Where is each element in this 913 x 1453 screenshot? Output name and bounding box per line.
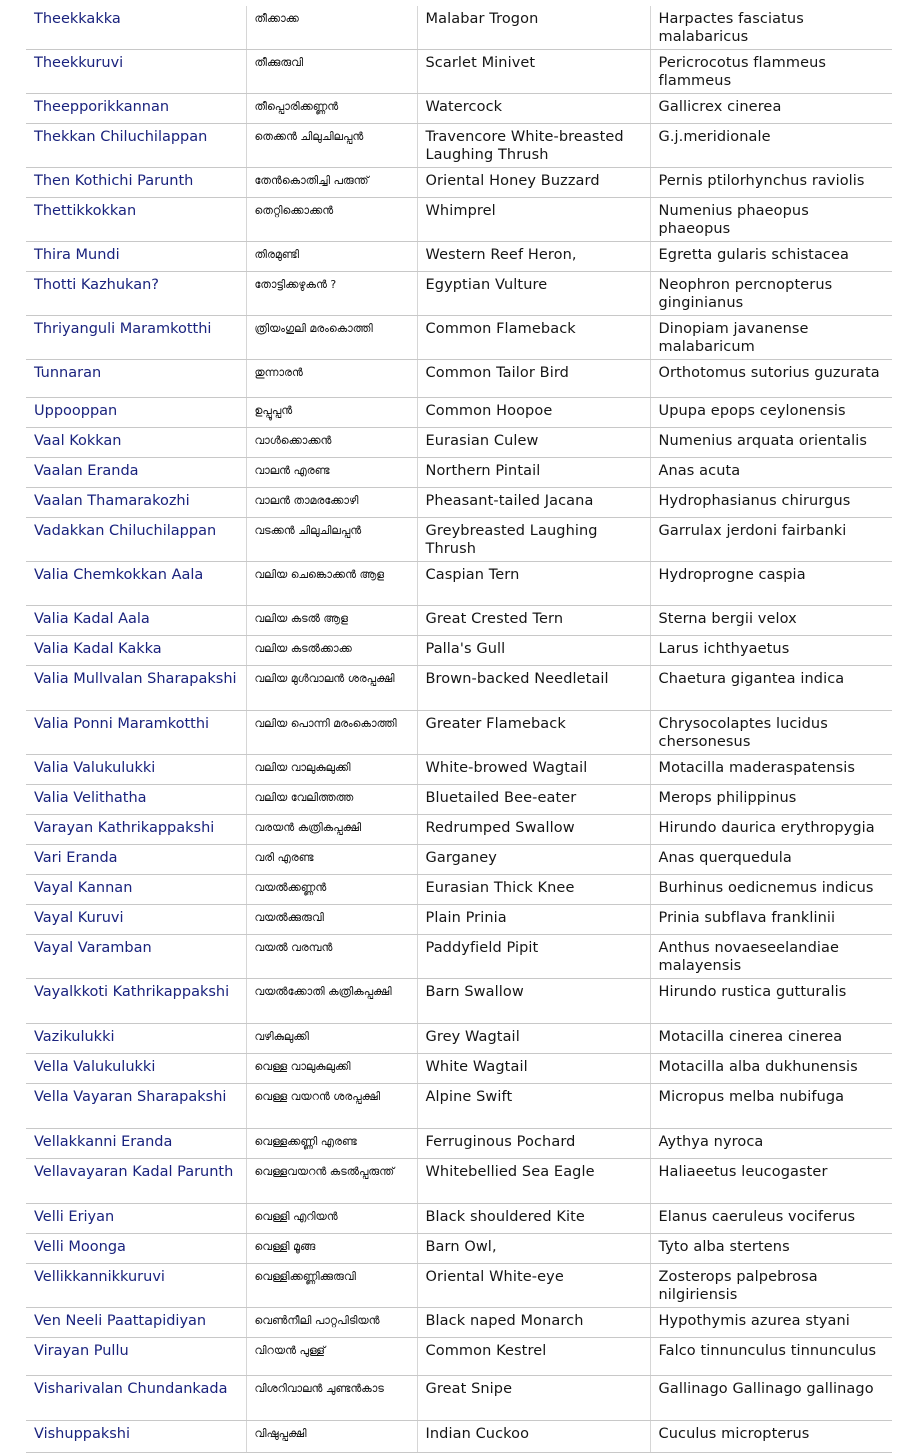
scientific-name-cell: Falco tinnunculus tinnunculus bbox=[650, 1338, 892, 1376]
table-row bbox=[26, 168, 892, 198]
english-name-cell: Ferruginous Pochard bbox=[417, 1129, 650, 1159]
scientific-name-cell: Hirundo rustica gutturalis bbox=[650, 979, 892, 1024]
malayalam-name-cell: തെറ്റിക്കൊക്കൻ bbox=[246, 198, 417, 242]
local-name-cell: Vellavayaran Kadal Parunth bbox=[26, 1159, 246, 1204]
table-body bbox=[26, 6, 892, 1453]
scientific-name-cell: Aythya nyroca bbox=[650, 1129, 892, 1159]
local-name-cell: Vishuppakshi bbox=[26, 1421, 246, 1453]
malayalam-name-cell: വലിയ വാലുകുലുക്കി bbox=[246, 755, 417, 785]
table-row bbox=[26, 488, 892, 518]
scientific-name-cell: Hirundo daurica erythropygia bbox=[650, 815, 892, 845]
malayalam-name-cell: വെള്ളിക്കണ്ണിക്കുരുവി bbox=[246, 1264, 417, 1308]
english-name-cell: Palla's Gull bbox=[417, 636, 650, 666]
table-row bbox=[26, 1264, 892, 1308]
table-row bbox=[26, 398, 892, 428]
malayalam-name-cell: ഉപ്പൂപ്പൻ bbox=[246, 398, 417, 428]
local-name-cell: Vazikulukki bbox=[26, 1024, 246, 1054]
local-name-cell: Vaalan Thamarakozhi bbox=[26, 488, 246, 518]
local-name-cell: Thotti Kazhukan? bbox=[26, 272, 246, 316]
table-row bbox=[26, 1084, 892, 1129]
local-name-cell: Valia Kadal Aala bbox=[26, 606, 246, 636]
local-name-cell: Thira Mundi bbox=[26, 242, 246, 272]
table-row bbox=[26, 124, 892, 168]
scientific-name-cell: Upupa epops ceylonensis bbox=[650, 398, 892, 428]
table-row bbox=[26, 1376, 892, 1421]
malayalam-name-cell: വിശറിവാലൻ ചുണ്ടൻകാട bbox=[246, 1376, 417, 1421]
english-name-cell: Whimprel bbox=[417, 198, 650, 242]
scientific-name-cell: Numenius phaeopus phaeopus bbox=[650, 198, 892, 242]
scientific-name-cell: Larus ichthyaetus bbox=[650, 636, 892, 666]
table-row bbox=[26, 242, 892, 272]
malayalam-name-cell: വയൽ വരമ്പൻ bbox=[246, 935, 417, 979]
malayalam-name-cell: വെള്ളവയറൻ കടൽപ്പരുന്ത് bbox=[246, 1159, 417, 1204]
english-name-cell: White-browed Wagtail bbox=[417, 755, 650, 785]
table-row bbox=[26, 845, 892, 875]
local-name-cell: Ven Neeli Paattapidiyan bbox=[26, 1308, 246, 1338]
malayalam-name-cell: വിറയൻ പുള്ള് bbox=[246, 1338, 417, 1376]
local-name-cell: Thekkan Chiluchilappan bbox=[26, 124, 246, 168]
table-row bbox=[26, 198, 892, 242]
local-name-cell: Virayan Pullu bbox=[26, 1338, 246, 1376]
table-row bbox=[26, 636, 892, 666]
scientific-name-cell: Anas querquedula bbox=[650, 845, 892, 875]
malayalam-name-cell: വഴികുലുക്കി bbox=[246, 1024, 417, 1054]
local-name-cell: Valia Mullvalan Sharapakshi bbox=[26, 666, 246, 711]
local-name-cell: Velli Moonga bbox=[26, 1234, 246, 1264]
table-row bbox=[26, 1204, 892, 1234]
malayalam-name-cell: വയൽക്കുരുവി bbox=[246, 905, 417, 935]
english-name-cell: Alpine Swift bbox=[417, 1084, 650, 1129]
malayalam-name-cell: വെള്ളക്കണ്ണി എരണ്ട bbox=[246, 1129, 417, 1159]
table-row bbox=[26, 50, 892, 94]
scientific-name-cell: Cuculus micropterus bbox=[650, 1421, 892, 1453]
table-row bbox=[26, 935, 892, 979]
local-name-cell: Vella Vayaran Sharapakshi bbox=[26, 1084, 246, 1129]
scientific-name-cell: Chrysocolaptes lucidus chersonesus bbox=[650, 711, 892, 755]
malayalam-name-cell: വെള്ളി മൂങ്ങ bbox=[246, 1234, 417, 1264]
local-name-cell: Visharivalan Chundankada bbox=[26, 1376, 246, 1421]
table-row bbox=[26, 711, 892, 755]
english-name-cell: Travencore White-breasted Laughing Thrush bbox=[417, 124, 650, 168]
local-name-cell: Vayal Kannan bbox=[26, 875, 246, 905]
local-name-cell: Vari Eranda bbox=[26, 845, 246, 875]
english-name-cell: Plain Prinia bbox=[417, 905, 650, 935]
scientific-name-cell: Hydrophasianus chirurgus bbox=[650, 488, 892, 518]
scientific-name-cell: Anthus novaeseelandiae malayensis bbox=[650, 935, 892, 979]
english-name-cell: Paddyfield Pipit bbox=[417, 935, 650, 979]
scientific-name-cell: Merops philippinus bbox=[650, 785, 892, 815]
scientific-name-cell: Neophron percnopterus ginginianus bbox=[650, 272, 892, 316]
scientific-name-cell: Prinia subflava franklinii bbox=[650, 905, 892, 935]
scientific-name-cell: Elanus caeruleus vociferus bbox=[650, 1204, 892, 1234]
scientific-name-cell: Sterna bergii velox bbox=[650, 606, 892, 636]
scientific-name-cell: Orthotomus sutorius guzurata bbox=[650, 360, 892, 398]
scientific-name-cell: Garrulax jerdoni fairbanki bbox=[650, 518, 892, 562]
english-name-cell: Whitebellied Sea Eagle bbox=[417, 1159, 650, 1204]
table-row bbox=[26, 562, 892, 606]
table-row bbox=[26, 755, 892, 785]
table-row bbox=[26, 94, 892, 124]
bird-names-sheet bbox=[26, 6, 892, 1453]
malayalam-name-cell: തോട്ടിക്കഴുകൻ ? bbox=[246, 272, 417, 316]
english-name-cell: Greater Flameback bbox=[417, 711, 650, 755]
table-row bbox=[26, 1159, 892, 1204]
malayalam-name-cell: വടക്കൻ ചിലുചിലപ്പൻ bbox=[246, 518, 417, 562]
english-name-cell: Greybreasted Laughing Thrush bbox=[417, 518, 650, 562]
malayalam-name-cell: വലിയ കടൽക്കാക്ക bbox=[246, 636, 417, 666]
local-name-cell: Valia Kadal Kakka bbox=[26, 636, 246, 666]
malayalam-name-cell: ത്രിയംഗുലി മരംകൊത്തി bbox=[246, 316, 417, 360]
english-name-cell: Oriental Honey Buzzard bbox=[417, 168, 650, 198]
scientific-name-cell: Motacilla cinerea cinerea bbox=[650, 1024, 892, 1054]
scientific-name-cell: Hydroprogne caspia bbox=[650, 562, 892, 606]
english-name-cell: Barn Owl, bbox=[417, 1234, 650, 1264]
scientific-name-cell: Anas acuta bbox=[650, 458, 892, 488]
english-name-cell: Common Flameback bbox=[417, 316, 650, 360]
local-name-cell: Vellakkanni Eranda bbox=[26, 1129, 246, 1159]
malayalam-name-cell: വരി എരണ്ട bbox=[246, 845, 417, 875]
english-name-cell: Caspian Tern bbox=[417, 562, 650, 606]
local-name-cell: Vayalkkoti Kathrikappakshi bbox=[26, 979, 246, 1024]
malayalam-name-cell: വാലൻ താമരക്കോഴി bbox=[246, 488, 417, 518]
english-name-cell: Eurasian Culew bbox=[417, 428, 650, 458]
scientific-name-cell: Hypothymis azurea styani bbox=[650, 1308, 892, 1338]
scientific-name-cell: G.j.meridionale bbox=[650, 124, 892, 168]
english-name-cell: Western Reef Heron, bbox=[417, 242, 650, 272]
bird-names-table bbox=[26, 6, 892, 1453]
scientific-name-cell: Numenius arquata orientalis bbox=[650, 428, 892, 458]
local-name-cell: Thettikkokkan bbox=[26, 198, 246, 242]
english-name-cell: Common Kestrel bbox=[417, 1338, 650, 1376]
malayalam-name-cell: വരയൻ കത്രികപ്പക്ഷി bbox=[246, 815, 417, 845]
local-name-cell: Vellikkannikkuruvi bbox=[26, 1264, 246, 1308]
table-row bbox=[26, 875, 892, 905]
english-name-cell: Barn Swallow bbox=[417, 979, 650, 1024]
english-name-cell: Garganey bbox=[417, 845, 650, 875]
english-name-cell: Egyptian Vulture bbox=[417, 272, 650, 316]
table-row bbox=[26, 272, 892, 316]
table-row bbox=[26, 458, 892, 488]
local-name-cell: Theekkakka bbox=[26, 6, 246, 50]
local-name-cell: Theekkuruvi bbox=[26, 50, 246, 94]
english-name-cell: Eurasian Thick Knee bbox=[417, 875, 650, 905]
table-row bbox=[26, 1054, 892, 1084]
malayalam-name-cell: വലിയ വേലിത്തത്ത bbox=[246, 785, 417, 815]
local-name-cell: Uppooppan bbox=[26, 398, 246, 428]
malayalam-name-cell: വാലൻ എരണ്ട bbox=[246, 458, 417, 488]
english-name-cell: Bluetailed Bee-eater bbox=[417, 785, 650, 815]
local-name-cell: Vayal Kuruvi bbox=[26, 905, 246, 935]
english-name-cell: Watercock bbox=[417, 94, 650, 124]
local-name-cell: Vella Valukulukki bbox=[26, 1054, 246, 1084]
scientific-name-cell: Pericrocotus flammeus flammeus bbox=[650, 50, 892, 94]
scientific-name-cell: Egretta gularis schistacea bbox=[650, 242, 892, 272]
table-row bbox=[26, 1129, 892, 1159]
english-name-cell: Black shouldered Kite bbox=[417, 1204, 650, 1234]
english-name-cell: Common Hoopoe bbox=[417, 398, 650, 428]
malayalam-name-cell: തുന്നാരൻ bbox=[246, 360, 417, 398]
malayalam-name-cell: തീക്കുരുവി bbox=[246, 50, 417, 94]
local-name-cell: Varayan Kathrikappakshi bbox=[26, 815, 246, 845]
table-row bbox=[26, 785, 892, 815]
english-name-cell: Scarlet Minivet bbox=[417, 50, 650, 94]
malayalam-name-cell: വെള്ള വാലുകുലുക്കി bbox=[246, 1054, 417, 1084]
malayalam-name-cell: തീക്കാക്ക bbox=[246, 6, 417, 50]
english-name-cell: Indian Cuckoo bbox=[417, 1421, 650, 1453]
malayalam-name-cell: തെക്കൻ ചിലുചിലപ്പൻ bbox=[246, 124, 417, 168]
table-row bbox=[26, 428, 892, 458]
english-name-cell: Brown-backed Needletail bbox=[417, 666, 650, 711]
scientific-name-cell: Gallicrex cinerea bbox=[650, 94, 892, 124]
malayalam-name-cell: വെള്ള വയറൻ ശരപ്പക്ഷി bbox=[246, 1084, 417, 1129]
scientific-name-cell: Motacilla maderaspatensis bbox=[650, 755, 892, 785]
table-row bbox=[26, 815, 892, 845]
scientific-name-cell: Burhinus oedicnemus indicus bbox=[650, 875, 892, 905]
malayalam-name-cell: വലിയ ചെങ്കൊക്കൻ ആള bbox=[246, 562, 417, 606]
english-name-cell: Northern Pintail bbox=[417, 458, 650, 488]
table-row bbox=[26, 905, 892, 935]
table-row bbox=[26, 1024, 892, 1054]
table-row bbox=[26, 316, 892, 360]
scientific-name-cell: Zosterops palpebrosa nilgiriensis bbox=[650, 1264, 892, 1308]
local-name-cell: Then Kothichi Parunth bbox=[26, 168, 246, 198]
english-name-cell: Great Snipe bbox=[417, 1376, 650, 1421]
local-name-cell: Valia Chemkokkan Aala bbox=[26, 562, 246, 606]
malayalam-name-cell: തിരമുണ്ടി bbox=[246, 242, 417, 272]
local-name-cell: Theepporikkannan bbox=[26, 94, 246, 124]
table-row bbox=[26, 1421, 892, 1453]
malayalam-name-cell: വെൺനീലി പാറ്റപിടിയൻ bbox=[246, 1308, 417, 1338]
scientific-name-cell: Dinopiam javanense malabaricum bbox=[650, 316, 892, 360]
malayalam-name-cell: തീപ്പൊരിക്കണ്ണൻ bbox=[246, 94, 417, 124]
table-row bbox=[26, 1338, 892, 1376]
scientific-name-cell: Chaetura gigantea indica bbox=[650, 666, 892, 711]
scientific-name-cell: Haliaeetus leucogaster bbox=[650, 1159, 892, 1204]
local-name-cell: Valia Valukulukki bbox=[26, 755, 246, 785]
english-name-cell: Black naped Monarch bbox=[417, 1308, 650, 1338]
scientific-name-cell: Motacilla alba dukhunensis bbox=[650, 1054, 892, 1084]
local-name-cell: Valia Ponni Maramkotthi bbox=[26, 711, 246, 755]
scientific-name-cell: Micropus melba nubifuga bbox=[650, 1084, 892, 1129]
local-name-cell: Velli Eriyan bbox=[26, 1204, 246, 1234]
english-name-cell: Pheasant-tailed Jacana bbox=[417, 488, 650, 518]
malayalam-name-cell: വിഷുപ്പക്ഷി bbox=[246, 1421, 417, 1453]
local-name-cell: Vaalan Eranda bbox=[26, 458, 246, 488]
local-name-cell: Vayal Varamban bbox=[26, 935, 246, 979]
scientific-name-cell: Tyto alba stertens bbox=[650, 1234, 892, 1264]
malayalam-name-cell: വലിയ മുൾവാലൻ ശരപ്പക്ഷി bbox=[246, 666, 417, 711]
table-row bbox=[26, 606, 892, 636]
table-row bbox=[26, 979, 892, 1024]
english-name-cell: White Wagtail bbox=[417, 1054, 650, 1084]
scientific-name-cell: Harpactes fasciatus malabaricus bbox=[650, 6, 892, 50]
malayalam-name-cell: വയൽക്കോതി കത്രികപ്പക്ഷി bbox=[246, 979, 417, 1024]
english-name-cell: Common Tailor Bird bbox=[417, 360, 650, 398]
local-name-cell: Vaal Kokkan bbox=[26, 428, 246, 458]
malayalam-name-cell: വയൽക്കണ്ണൻ bbox=[246, 875, 417, 905]
malayalam-name-cell: വലിയ പൊന്നി മരംകൊത്തി bbox=[246, 711, 417, 755]
scientific-name-cell: Pernis ptilorhynchus raviolis bbox=[650, 168, 892, 198]
english-name-cell: Great Crested Tern bbox=[417, 606, 650, 636]
scientific-name-cell: Gallinago Gallinago gallinago bbox=[650, 1376, 892, 1421]
table-row bbox=[26, 6, 892, 50]
malayalam-name-cell: വലിയ കടൽ ആള bbox=[246, 606, 417, 636]
english-name-cell: Grey Wagtail bbox=[417, 1024, 650, 1054]
english-name-cell: Oriental White-eye bbox=[417, 1264, 650, 1308]
english-name-cell: Redrumped Swallow bbox=[417, 815, 650, 845]
table-row bbox=[26, 1308, 892, 1338]
table-row bbox=[26, 360, 892, 398]
local-name-cell: Thriyanguli Maramkotthi bbox=[26, 316, 246, 360]
local-name-cell: Tunnaran bbox=[26, 360, 246, 398]
local-name-cell: Vadakkan Chiluchilappan bbox=[26, 518, 246, 562]
english-name-cell: Malabar Trogon bbox=[417, 6, 650, 50]
table-row bbox=[26, 1234, 892, 1264]
table-row bbox=[26, 666, 892, 711]
malayalam-name-cell: തേൻകൊതിച്ചി പരുന്ത് bbox=[246, 168, 417, 198]
malayalam-name-cell: വെള്ളി എറിയൻ bbox=[246, 1204, 417, 1234]
local-name-cell: Valia Velithatha bbox=[26, 785, 246, 815]
malayalam-name-cell: വാൾക്കൊക്കൻ bbox=[246, 428, 417, 458]
table-row bbox=[26, 518, 892, 562]
